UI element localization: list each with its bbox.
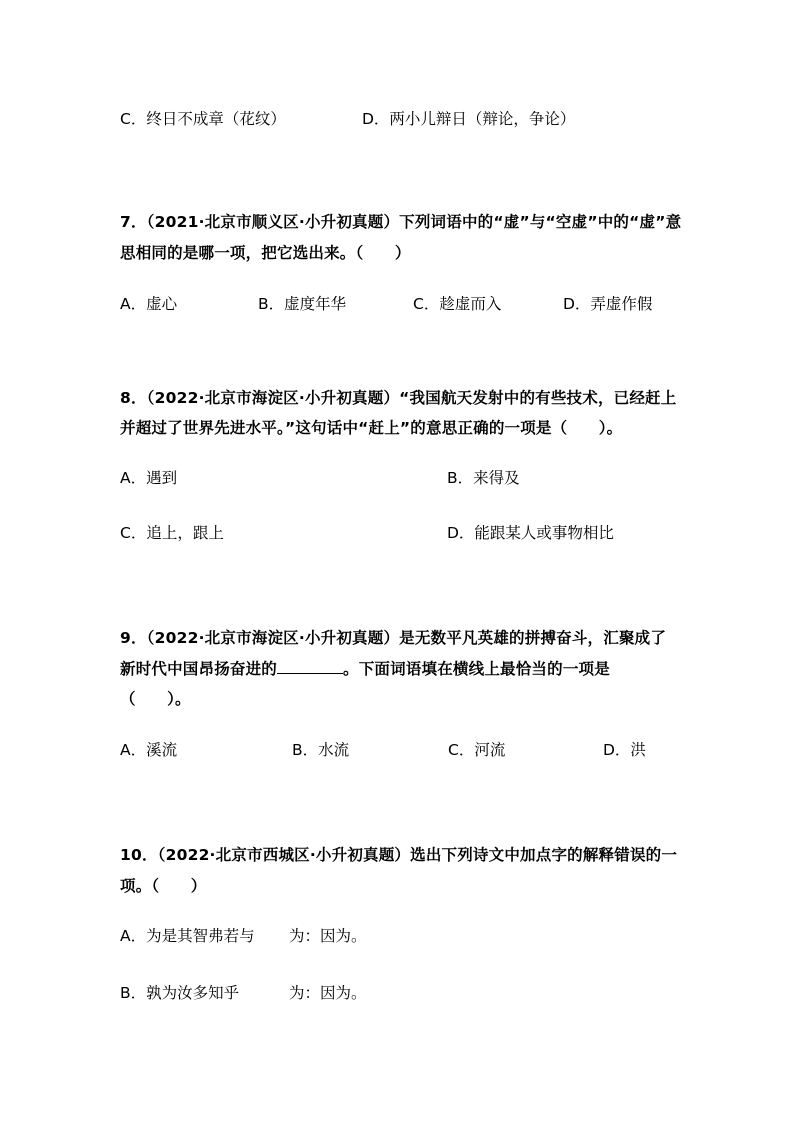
q10-stem-line-2: 项。（ ）	[120, 877, 207, 895]
q9-stem-line-3: （ ）。	[120, 690, 191, 708]
q8-option-c: C．追上，跟上	[120, 524, 224, 542]
q9-stem-line-1: 9．（2022·北京市海淀区·小升初真题）是无数平凡英雄的拼搏奋斗，汇聚成了	[120, 629, 667, 647]
q8-option-d: D．能跟某人或事物相比	[447, 524, 614, 542]
q10-stem-line-1: 10．（2022·北京市西城区·小升初真题）选出下列诗文中加点字的解释错误的一	[120, 846, 678, 864]
q10-option-a-explanation: 为：因为。	[289, 927, 367, 945]
q7-stem-line-2: 思相同的是哪一项，把它选出来。（ ）	[120, 244, 411, 262]
q10-option-b: B．孰为汝多知乎	[120, 984, 240, 1002]
q7-option-a: A．虚心	[120, 295, 178, 313]
q7-option-b: B．虚度年华	[258, 295, 347, 313]
q10-option-a: A．为是其智弗若与	[120, 927, 255, 945]
q7-option-c: C．趁虚而入	[413, 295, 502, 313]
q8-stem-line-2: 并超过了世界先进水平。”这句话中“赶上”的意思正确的一项是（ ）。	[120, 419, 623, 437]
q10-option-b-explanation: 为：因为。	[289, 984, 367, 1002]
q9-option-c: C．河流	[448, 741, 506, 759]
q9-stem-line-2-post: 。下面词语填在横线上最恰当的一项是	[343, 660, 610, 678]
q9-option-b: B．水流	[292, 741, 350, 759]
q9-answer-blank	[277, 659, 343, 674]
q9-stem-line-2	[120, 659, 610, 679]
q6-option-d: D．两小儿辩日（辩论，争论）	[362, 110, 576, 128]
q9-option-a: A．溪流	[120, 741, 178, 759]
q9-stem-line-2-pre: 新时代中国昂扬奋进的	[120, 660, 278, 678]
q8-option-a: A．遇到	[120, 469, 178, 487]
q7-option-d: D．弄虚作假	[563, 295, 653, 313]
q7-stem-line-1: 7．（2021·北京市顺义区·小升初真题）下列词语中的“虚”与“空虚”中的“虚”意	[120, 213, 682, 231]
q8-option-b: B．来得及	[447, 469, 520, 487]
q9-option-d: D．洪	[603, 741, 646, 759]
q8-stem-line-1: 8．（2022·北京市海淀区·小升初真题）“我国航天发射中的有些技术，已经赶上	[120, 389, 677, 407]
q6-option-c: C．终日不成章（花纹）	[120, 110, 286, 128]
